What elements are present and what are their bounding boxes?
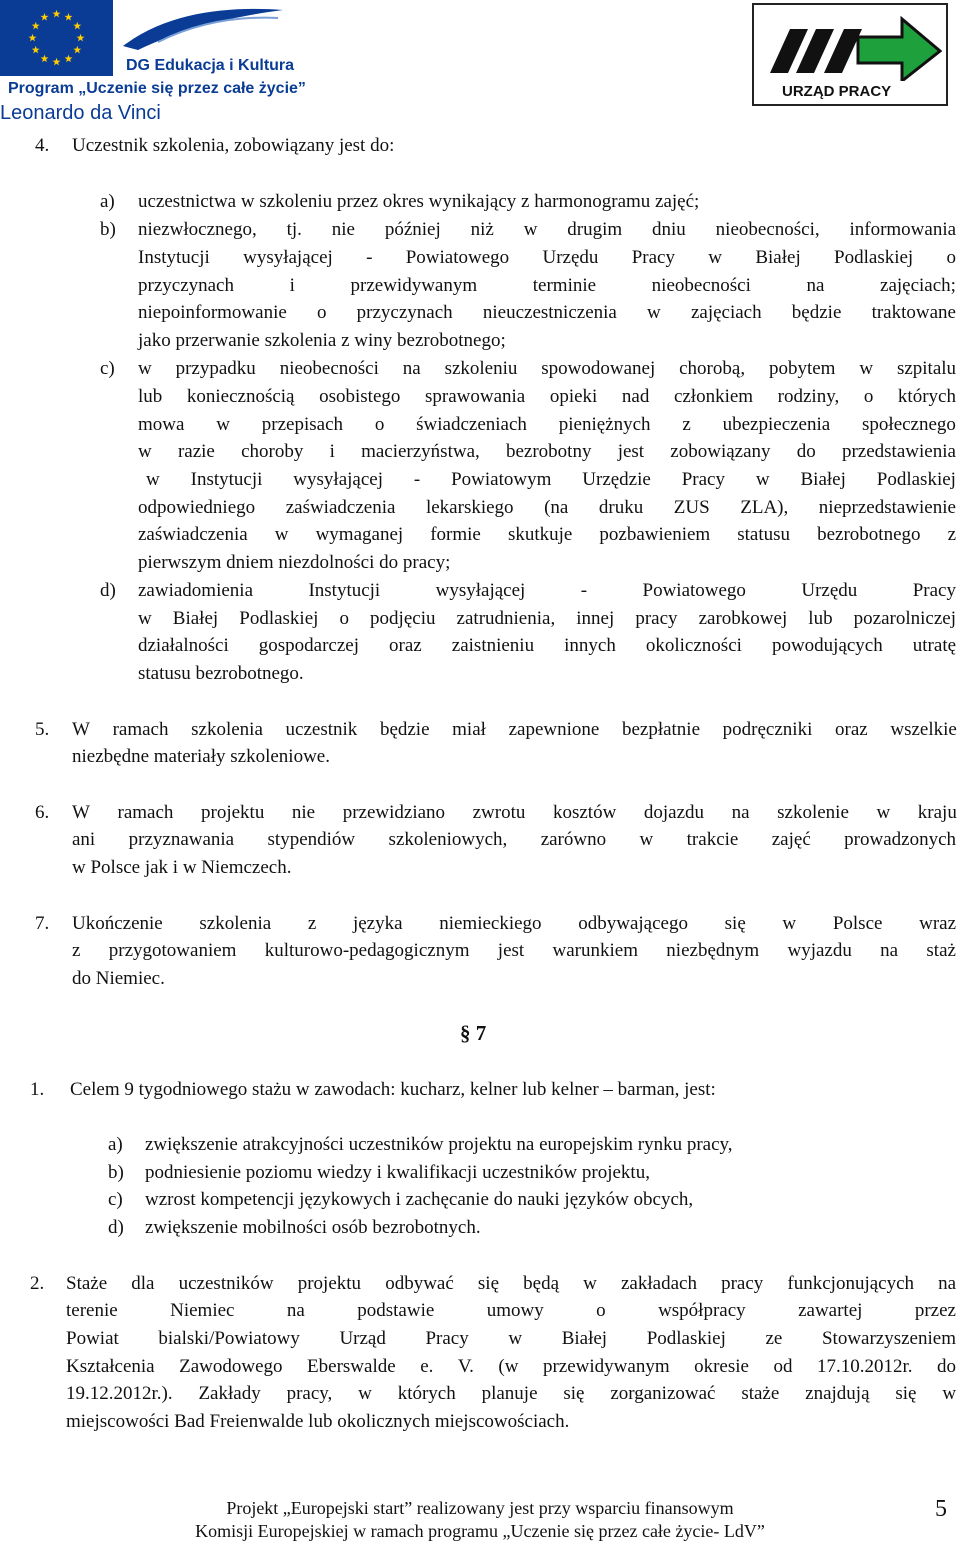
list-label: a) [108, 1134, 123, 1155]
item-number: 5. [35, 719, 50, 740]
item-number: 1. [30, 1079, 45, 1100]
eu-star-icon [29, 34, 37, 42]
list-text: zwiększenie atrakcyjności uczestników projektu na europejskim rynku pracy, [145, 1134, 733, 1155]
item-text-line: ani przyznawania stypendiów szkoleniowych, zarówno w trakcie zajęć prowadzonych [72, 829, 957, 850]
eu-star-icon [73, 22, 81, 30]
item-text-line: do Niemiec. [72, 968, 165, 989]
urzad-pracy-label: URZĄD PRACY [782, 83, 892, 100]
list-text-line: w przypadku nieobecności na szkoleniu spowodowanej chorobą, pobytem w szpitalu [138, 358, 957, 379]
item-text-line: miejscowości Bad Freienwalde lub okolicznych miejscowościach. [66, 1411, 570, 1432]
list-text-line: statusu bezrobotnego. [138, 663, 304, 684]
list-text-line: niezwłocznego, tj. nie później niż w drugim dniu nieobecności, informowania [138, 219, 957, 240]
list-text-line: lub koniecznością osobistego sprawowania opieki nad członkiem rodziny, o których [138, 386, 956, 407]
list-label: b) [100, 219, 116, 240]
list-label: d) [108, 1217, 124, 1238]
item-text-line: Ukończenie szkolenia z języka niemieckiego odbywającego się w Polsce wraz [72, 913, 957, 934]
list-text-line: jako przerwanie szkolenia z winy bezrobotnego; [138, 330, 506, 351]
list-text: podniesienie poziomu wiedzy i kwalifikacji uczestników projektu, [145, 1162, 650, 1183]
eu-star-icon [32, 46, 40, 54]
eu-star-icon [65, 13, 73, 21]
eu-star-icon [73, 46, 81, 54]
eu-star-icon [53, 58, 61, 66]
swoosh-icon [118, 2, 288, 54]
leonardo-label: Leonardo da Vinci [0, 102, 161, 124]
list-text-line: niepoinformowanie o przyczynach nieuczestniczenia w zajęciach będzie traktowane [138, 302, 956, 323]
item-text: Celem 9 tygodniowego stażu w zawodach: kucharz, kelner lub kelner – barman, jest: [70, 1079, 716, 1100]
eu-star-icon [32, 22, 40, 30]
program-label: Program „Uczenie się przez całe życie” [8, 80, 306, 97]
item-text-line: niezbędne materiały szkoleniowe. [72, 746, 330, 767]
paragraph-heading: § 7 [460, 1021, 487, 1045]
list-label: c) [108, 1189, 123, 1210]
item-number: 7. [35, 913, 50, 934]
item-number: 6. [35, 802, 50, 823]
list-text-line: zawiadomienia Instytucji wysyłającej - Powiatowego Urzędu Pracy [138, 580, 956, 601]
list-label: d) [100, 580, 116, 601]
list-text-line: Instytucji wysyłającej - Powiatowego Urzędu Pracy w Białej Podlaskiej o [138, 247, 957, 268]
item-text: Uczestnik szkolenia, zobowiązany jest do: [72, 135, 395, 156]
urzad-pracy-logo [752, 3, 948, 106]
eu-star-icon [41, 13, 49, 21]
page-number: 5 [935, 1496, 947, 1522]
item-text-line: W ramach projektu nie przewidziano zwrotu kosztów dojazdu na szkolenie w kraju [72, 802, 957, 823]
list-text: uczestnictwa w szkoleniu przez okres wynikający z harmonogramu zajęć; [138, 191, 700, 212]
list-text-line: mowa w przepisach o świadczeniach pieniężnych z ubezpieczenia społecznego [138, 414, 956, 435]
eu-star-icon [77, 34, 85, 42]
item-text-line: Kształcenia Zawodowego Eberswalde e. V. (w przewidywanym okresie od 17.10.2012r. do [66, 1356, 957, 1377]
eu-star-icon [53, 10, 61, 18]
footer-line: Komisji Europejskiej w ramach programu „Uczenie się przez całe życie- LdV” [195, 1521, 765, 1541]
list-text-line: w Białej Podlaskiej o podjęciu zatrudnienia, innej pracy zarobkowej lub pozarolniczej [138, 608, 956, 629]
item-text-line: w Polsce jak i w Niemczech. [72, 857, 292, 878]
list-text: wzrost kompetencji językowych i zachęcanie do nauki języków obcych, [145, 1189, 694, 1210]
urzad-pracy-arrow-icon [762, 11, 942, 81]
eu-star-icon [65, 55, 73, 63]
item-number: 4. [35, 135, 50, 156]
list-label: a) [100, 191, 115, 212]
list-text-line: odpowiedniego zaświadczenia lekarskiego (na druku ZUS ZLA), nieprzedstawienie [138, 497, 956, 518]
eu-flag-icon [0, 0, 113, 76]
list-text-line: zaświadczenia w wymaganej formie skutkuje pozbawieniem statusu bezrobotnego z [138, 524, 956, 545]
dg-label: DG Edukacja i Kultura [126, 57, 295, 74]
item-text-line: Staże dla uczestników projektu odbywać się będą w zakładach pracy funkcjonujących na [66, 1273, 957, 1294]
eu-star-icon [41, 55, 49, 63]
list-label: b) [108, 1162, 124, 1183]
list-label: c) [100, 358, 115, 379]
footer-line: Projekt „Europejski start” realizowany jest przy wsparciu finansowym [226, 1498, 734, 1518]
list-text-line: w Instytucji wysyłającej - Powiatowym Urzędzie Pracy w Białej Podlaskiej [146, 469, 956, 490]
list-text-line: działalności gospodarczej oraz zaistnieniu innych okoliczności powodujących utratę [138, 635, 957, 656]
item-text-line: terenie Niemiec na podstawie umowy o współpracy zawartej przez [66, 1300, 956, 1321]
item-text-line: W ramach szkolenia uczestnik będzie miał zapewnione bezpłatnie podręczniki oraz wszelkie [72, 719, 957, 740]
item-text-line: 19.12.2012r.). Zakłady pracy, w których planuje się zorganizować staże znajdują się w [66, 1383, 957, 1404]
eu-logo [0, 0, 306, 130]
item-number: 2. [30, 1273, 45, 1294]
list-text: zwiększenie mobilności osób bezrobotnych. [145, 1217, 481, 1238]
list-text-line: przyczynach i przewidywanym terminie nieobecności na zajęciach; [138, 275, 956, 296]
list-text-line: w razie choroby i macierzyństwa, bezrobotny jest zobowiązany do przedstawienia [138, 441, 956, 462]
item-text-line: z przygotowaniem kulturowo-pedagogicznym jest warunkiem niezbędnym wyjazdu na staż [72, 940, 956, 961]
item-text-line: Powiat bialski/Powiatowy Urząd Pracy w Białej Podlaskiej ze Stowarzyszeniem [66, 1328, 956, 1349]
list-text-line: pierwszym dniem niezdolności do pracy; [138, 552, 451, 573]
